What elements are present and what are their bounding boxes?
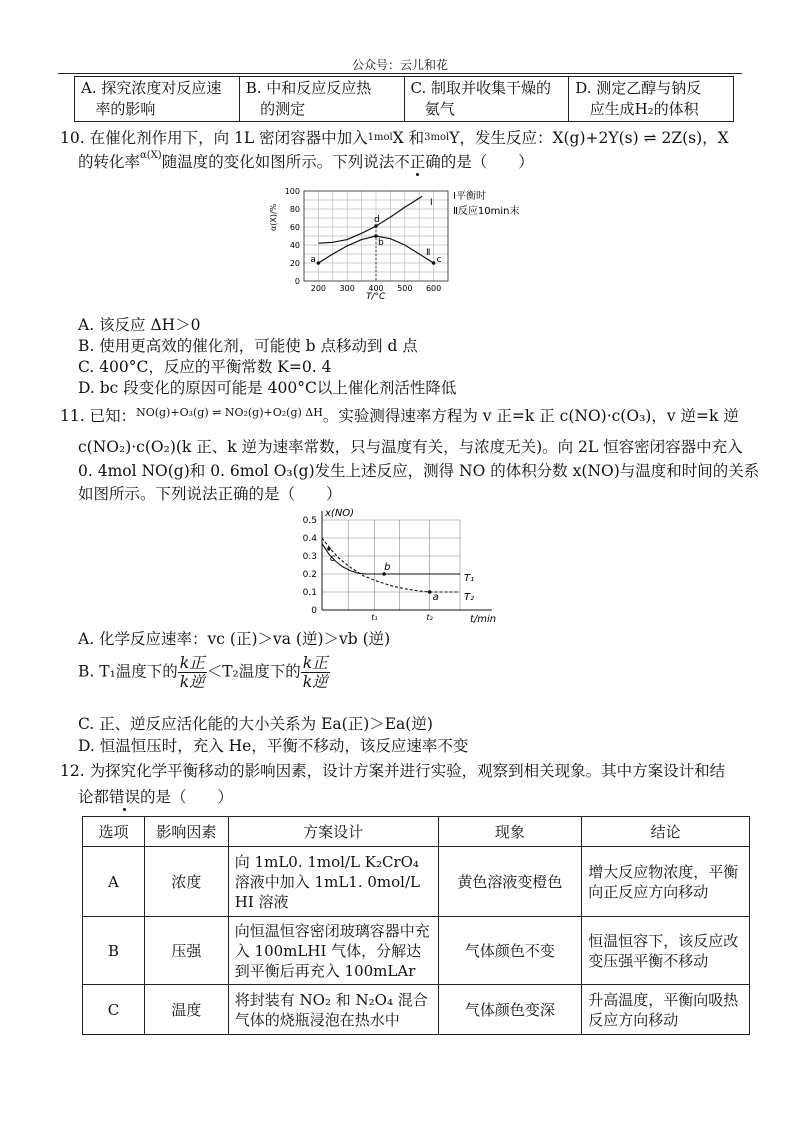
th-design: 方案设计 (228, 817, 438, 847)
chart2-series-t1: T₁ (464, 573, 475, 584)
q12-line2: 论都错误的是（ ） (78, 788, 234, 806)
th-factor: 影响因素 (144, 817, 228, 847)
chart2-point-label: a (432, 592, 439, 603)
q11-line4: 如图所示。下列说法正确的是（ ） (78, 485, 342, 503)
table-row: A 浓度 向 1mL0. 1mol/L K₂CrO₄ 溶液中加入 1mL1. 0mol/L HI 溶液 黄色溶液变橙色 增大反应物浓度，平衡向正反应方向移动 (83, 847, 750, 917)
chart1-legend-2: Ⅱ反应10min末 (453, 206, 520, 217)
chart1-ylabel: α(X)/% (269, 203, 278, 231)
page-header: 公众号：云儿和花 (351, 58, 448, 72)
chart2-ytick: 0.1 (302, 588, 317, 598)
chart1-point (317, 261, 321, 265)
chart2-ytick: 0.3 (302, 552, 317, 562)
th-phenomenon: 现象 (438, 817, 582, 847)
fraction-k-2: $\frac{\text{k正}}{\text{k逆}}$ (302, 654, 328, 691)
chart1-curve-label-1: Ⅰ (430, 198, 433, 208)
header-rule (58, 73, 742, 74)
chart1-point-label: d (374, 215, 380, 226)
chart1-ytick: 20 (289, 259, 300, 268)
chart1-point-label: b (378, 238, 384, 248)
option-a: A. 探究浓度对反应速 率的影响 (75, 77, 240, 122)
chart1-xtick: 600 (425, 284, 442, 293)
q12-line1: 12. 为探究化学平衡移动的影响因素，设计方案并进行实验，观察到相关现象。其中方案设计和结 (60, 762, 726, 780)
q10-line1: 10. 在催化剂作用下，向 1L 密闭容器中加入$^{1mol}$X 和$^{3mol}$Y，发生反应：X(g)+2Y(s) ⇌ 2Z(s)，X (60, 129, 729, 147)
chart1-legend-1: Ⅰ平衡时 (453, 191, 486, 202)
chart1-point-label: c (436, 255, 442, 265)
q11-line3: 0. 4mol NO(g)和 0. 6mol O₃(g)发生上述反应，测得 NO 的体积分数 x(NO)与温度和时间的关系 (78, 462, 760, 480)
chart1-ytick: 40 (289, 241, 300, 250)
chart1-xtick: 400 (368, 284, 384, 293)
chart1-xtick: 200 (310, 284, 327, 293)
option-c: C. 制取并收集干燥的 氨气 (404, 77, 569, 122)
chart2-point (327, 547, 331, 551)
chart-conversion-vs-temperature (260, 183, 560, 303)
option-b: B. 中和反应反应热 的测定 (239, 77, 404, 122)
chart2-point-label: b (384, 562, 391, 573)
chart1-xlabel: T/°C (366, 292, 386, 302)
chart1-point (432, 261, 436, 265)
q11-line2: c(NO₂)·c(O₂)(k 正、k 逆为速率常数，只与温度有关，与浓度无关)。向 2L 恒容密闭容器中充入 (78, 438, 743, 456)
chart2-point-label: c (329, 552, 336, 564)
q10-line2: 的转化率$^{\alpha(X)}$随温度的变化如图所示。下列说法不正确的是（ ） (78, 150, 534, 171)
chart2-xtick: t₁ (371, 613, 378, 622)
options-table-q9 (74, 76, 734, 122)
q10-option-d: D. bc 段变化的原因可能是 400°C以上催化剂活性降低 (78, 379, 457, 397)
chart2-ytick: 0 (311, 606, 317, 616)
q10-option-c: C. 400°C，反应的平衡常数 K=0. 4 (78, 358, 332, 376)
chart1-ytick: 0 (294, 277, 300, 286)
table-row: C 温度 将封装有 NO₂ 和 N₂O₄ 混合气体的烧瓶浸泡在热水中 气体颜色变深 升高温度，平衡向吸热反应方向移动 (83, 985, 750, 1035)
q11-option-b: B. T₁温度下的 $\frac{\text{k正}}{\text{k逆}}$ ＜T₂温度下的 $\frac{\text{k正}}{\text{k逆}}$ (78, 654, 328, 691)
th-conclusion: 结论 (582, 817, 750, 847)
table-row: B 压强 向恒温恒容密闭玻璃容器中充入 100mLHI 气体，分解达到平衡后再充入 100mLAr 气体颜色不变 恒温恒容下，该反应改变压强平衡不移动 (83, 917, 750, 985)
chart2-xlabel: t/min (470, 614, 497, 625)
chart1-ytick: 100 (284, 187, 300, 196)
q11-option-a: A. 化学反应速率：vc (正)＞va (逆)＞vb (逆) (78, 630, 391, 648)
q10-option-a: A. 该反应 ΔH＞0 (78, 316, 201, 334)
chart2-ytick: 0.4 (302, 534, 317, 544)
q11-line1: 11. 已知：$^{NO(g)+O_3(g) \rightleftharpoons NO_2(g)+O_2(g) \Delta H}$。实验测得速率方程为 v 正=k 正 c(NO)·c(O₃)，v 逆=k 逆 (60, 406, 739, 425)
chart1-ytick: 80 (289, 205, 300, 214)
chart1-xtick: 300 (339, 284, 355, 293)
chart2-ytick: 0.2 (302, 570, 317, 580)
q11-option-d: D. 恒温恒压时，充入 He，平衡不移动，该反应速率不变 (78, 737, 469, 755)
chart1-curve-label-2: Ⅱ (426, 248, 431, 258)
q10-option-b: B. 使用更高效的催化剂，可能使 b 点移动到 d 点 (78, 337, 418, 355)
chart1-xtick: 500 (397, 284, 413, 293)
q12-table (82, 816, 750, 1035)
chart2-point (428, 590, 432, 594)
chart2-xtick: t₂ (426, 613, 433, 622)
chart1-ytick: 60 (289, 223, 300, 232)
q11-option-c: C. 正、逆反应活化能的大小关系为 Ea(正)＞Ea(逆) (78, 715, 433, 733)
table-header-row (83, 817, 750, 847)
option-d: D. 测定乙醇与钠反 应生成H₂的体积 (569, 77, 734, 122)
chart2-ylabel: x(NO) (325, 508, 355, 519)
th-option: 选项 (83, 817, 145, 847)
chart2-ytick: 0.5 (302, 516, 317, 526)
chart2-series-t2: T₂ (464, 592, 475, 603)
chart1-point-label: a (310, 255, 316, 265)
chart-xno-vs-time (292, 505, 512, 627)
fraction-k: $\frac{\text{k正}}{\text{k逆}}$ (179, 654, 205, 691)
